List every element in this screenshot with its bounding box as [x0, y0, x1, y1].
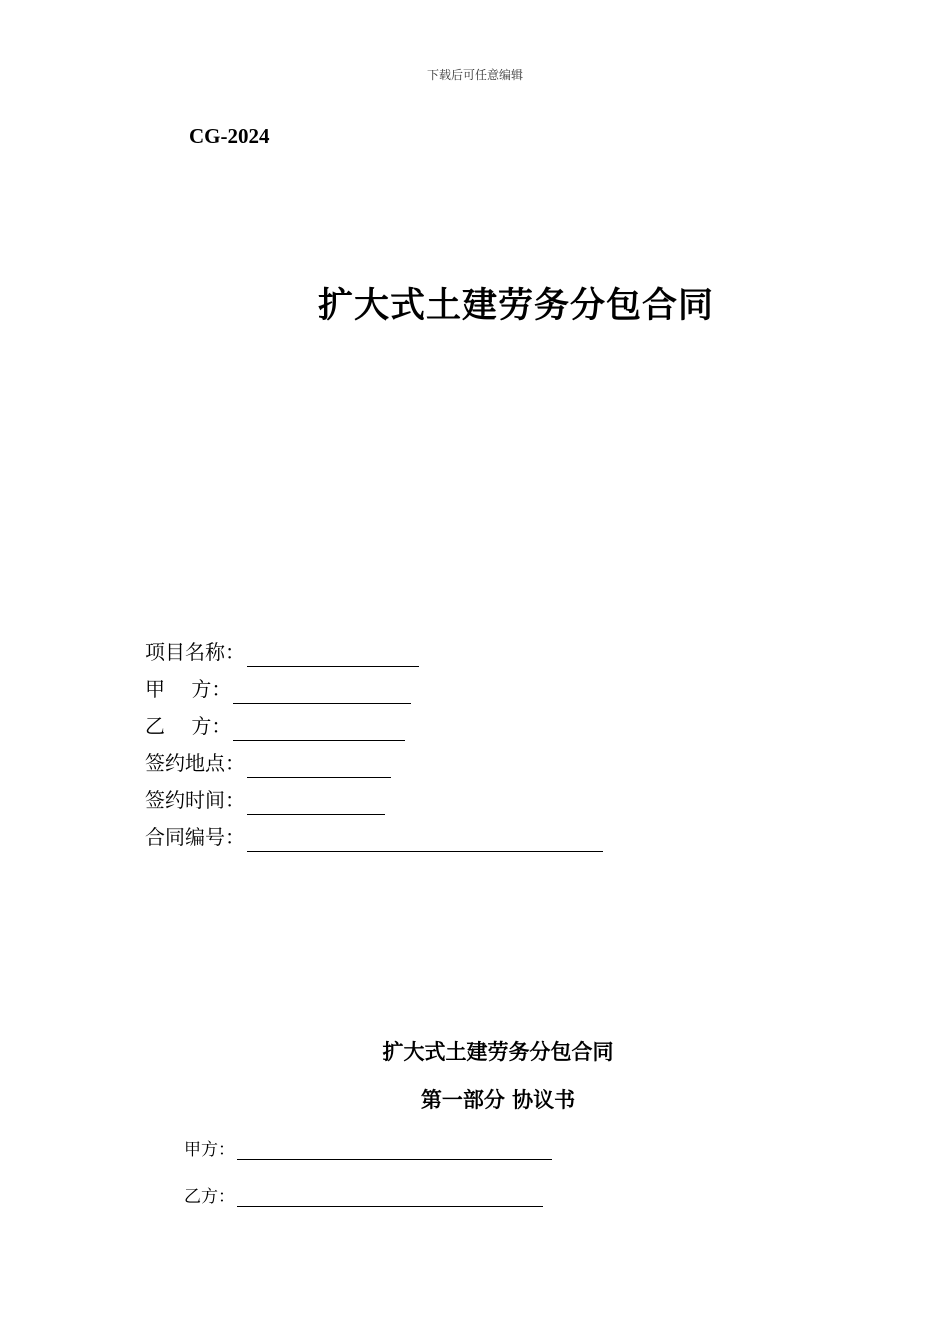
field-label: 乙 方： — [145, 714, 232, 738]
agreement-title: 扩大式土建劳务分包合同 — [382, 1039, 614, 1064]
cover-title: 扩大式土建劳务分包合同 — [318, 285, 715, 326]
field-label: 签约地点： — [145, 751, 245, 775]
field-party-b — [145, 711, 405, 741]
field-party-a — [145, 674, 411, 704]
blank-line — [247, 792, 385, 815]
agreement-party-b — [184, 1181, 543, 1207]
blank-line — [237, 1186, 543, 1207]
blank-line — [247, 755, 391, 778]
party-a-label: 甲方： — [184, 1140, 235, 1160]
field-label: 甲 方： — [145, 677, 232, 701]
field-label: 签约时间： — [145, 788, 245, 812]
field-contract-number — [145, 822, 603, 852]
field-signing-place — [145, 748, 391, 778]
party-b-label: 乙方： — [184, 1187, 235, 1207]
field-label: 合同编号： — [145, 825, 245, 849]
blank-line — [247, 829, 603, 852]
field-signing-time — [145, 785, 385, 815]
page-header-note: 下载后可任意编辑 — [426, 68, 523, 82]
part-one-title: 第一部分 协议书 — [420, 1087, 576, 1112]
agreement-party-a — [184, 1134, 552, 1160]
blank-line — [237, 1139, 552, 1160]
field-label: 项目名称： — [145, 640, 245, 664]
blank-line — [233, 681, 411, 704]
contract-code: CG-2024 — [189, 124, 270, 148]
field-project-name — [145, 637, 419, 667]
blank-line — [233, 718, 405, 741]
blank-line — [247, 644, 419, 667]
